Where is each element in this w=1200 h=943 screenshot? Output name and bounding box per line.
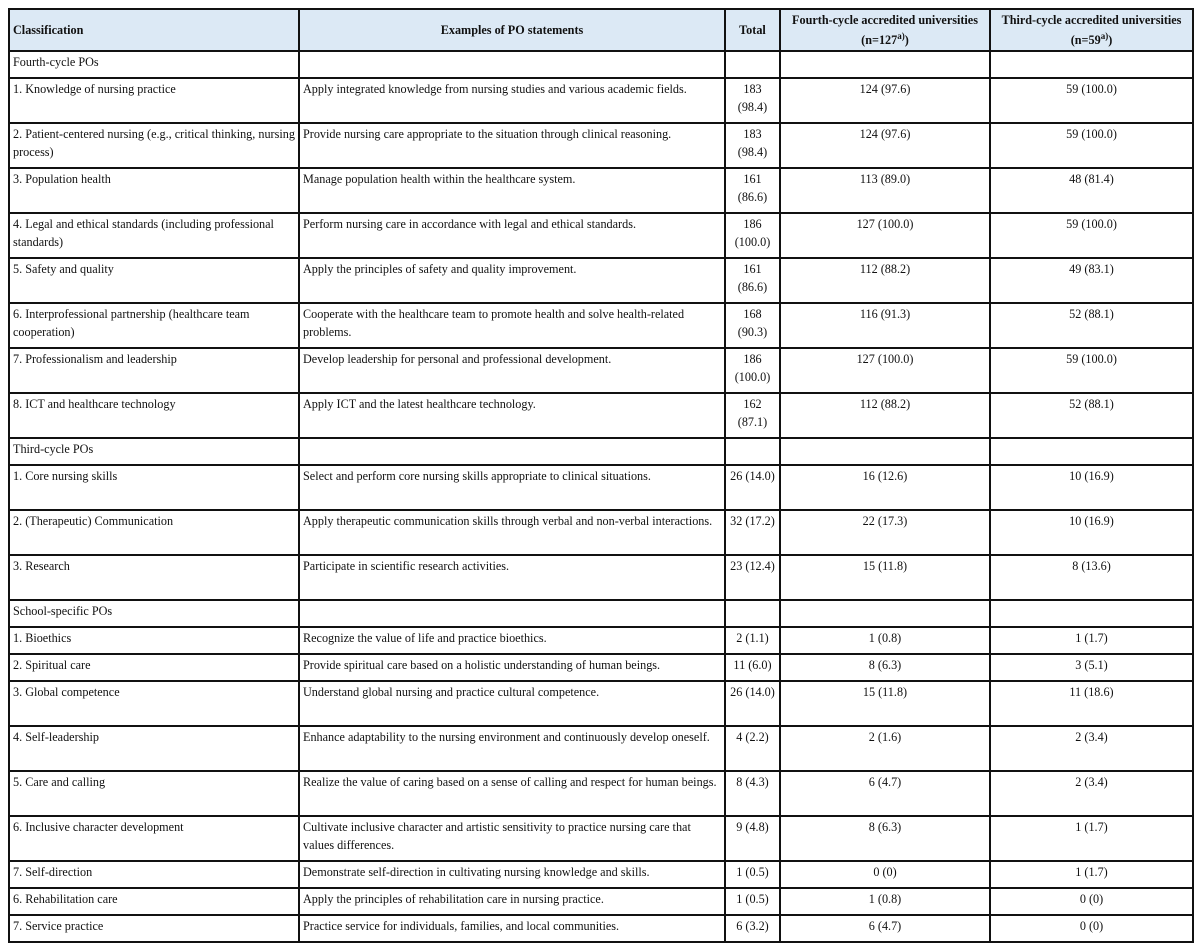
third-cycle-cell: 48 (81.4)	[990, 168, 1193, 213]
classification-cell: 6. Inclusive character development	[9, 816, 299, 861]
classification-cell: 5. Care and calling	[9, 771, 299, 816]
example-cell: Enhance adaptability to the nursing environment and continuously develop oneself.	[299, 726, 725, 771]
fourth-cycle-cell: 124 (97.6)	[780, 78, 990, 123]
empty-cell	[725, 600, 780, 627]
total-cell: 9 (4.8)	[725, 816, 780, 861]
fourth-cycle-cell: 116 (91.3)	[780, 303, 990, 348]
table-row	[9, 78, 1193, 123]
fourth-cycle-cell: 15 (11.8)	[780, 681, 990, 726]
example-cell: Apply the principles of safety and quality improvement.	[299, 258, 725, 303]
third-cycle-cell: 10 (16.9)	[990, 465, 1193, 510]
total-cell: 161 (86.6)	[725, 168, 780, 213]
classification-cell: 7. Professionalism and leadership	[9, 348, 299, 393]
header-third-cycle: Third-cycle accredited universities $(n=59^{a)})$	[990, 9, 1193, 51]
total-cell: 186 (100.0)	[725, 348, 780, 393]
table-row	[9, 123, 1193, 168]
third-cycle-cell: 2 (3.4)	[990, 771, 1193, 816]
table-row	[9, 681, 1193, 726]
fourth-cycle-cell: 112 (88.2)	[780, 258, 990, 303]
example-cell: Apply ICT and the latest healthcare technology.	[299, 393, 725, 438]
fourth-cycle-cell: 113 (89.0)	[780, 168, 990, 213]
table-row	[9, 510, 1193, 555]
third-cycle-cell: 10 (16.9)	[990, 510, 1193, 555]
fourth-cycle-cell: 127 (100.0)	[780, 213, 990, 258]
empty-cell	[780, 600, 990, 627]
po-table	[8, 8, 1194, 943]
third-cycle-cell: 59 (100.0)	[990, 123, 1193, 168]
table-row	[9, 816, 1193, 861]
example-cell: Participate in scientific research activities.	[299, 555, 725, 600]
fourth-cycle-cell: 127 (100.0)	[780, 348, 990, 393]
classification-cell: 6. Interprofessional partnership (healthcare team cooperation)	[9, 303, 299, 348]
empty-cell	[990, 438, 1193, 465]
fourth-cycle-cell: 16 (12.6)	[780, 465, 990, 510]
total-cell: 186 (100.0)	[725, 213, 780, 258]
third-cycle-cell: 59 (100.0)	[990, 348, 1193, 393]
total-cell: 183 (98.4)	[725, 78, 780, 123]
third-cycle-cell: 0 (0)	[990, 888, 1193, 915]
third-cycle-cell: 2 (3.4)	[990, 726, 1193, 771]
classification-cell: 1. Core nursing skills	[9, 465, 299, 510]
empty-cell	[780, 51, 990, 78]
table-row	[9, 726, 1193, 771]
example-cell: Provide nursing care appropriate to the situation through clinical reasoning.	[299, 123, 725, 168]
total-cell: 1 (0.5)	[725, 888, 780, 915]
classification-cell: 7. Service practice	[9, 915, 299, 942]
classification-cell: 5. Safety and quality	[9, 258, 299, 303]
third-cycle-cell: 49 (83.1)	[990, 258, 1193, 303]
total-cell: 6 (3.2)	[725, 915, 780, 942]
example-cell: Select and perform core nursing skills appropriate to clinical situations.	[299, 465, 725, 510]
classification-cell: 6. Rehabilitation care	[9, 888, 299, 915]
classification-cell: 3. Population health	[9, 168, 299, 213]
fourth-cycle-cell: 6 (4.7)	[780, 915, 990, 942]
empty-cell	[990, 600, 1193, 627]
fourth-cycle-cell: 112 (88.2)	[780, 393, 990, 438]
empty-cell	[725, 438, 780, 465]
fourth-cycle-cell: 1 (0.8)	[780, 888, 990, 915]
section-row	[9, 600, 1193, 627]
fourth-cycle-cell: 0 (0)	[780, 861, 990, 888]
classification-cell: 8. ICT and healthcare technology	[9, 393, 299, 438]
classification-cell: 4. Legal and ethical standards (including professional standards)	[9, 213, 299, 258]
example-cell: Manage population health within the healthcare system.	[299, 168, 725, 213]
third-cycle-cell: 59 (100.0)	[990, 78, 1193, 123]
section-row	[9, 438, 1193, 465]
total-cell: 4 (2.2)	[725, 726, 780, 771]
empty-cell	[299, 600, 725, 627]
classification-cell: 4. Self-leadership	[9, 726, 299, 771]
classification-cell: 2. Spiritual care	[9, 654, 299, 681]
example-cell: Practice service for individuals, families, and local communities.	[299, 915, 725, 942]
classification-cell: 3. Global competence	[9, 681, 299, 726]
third-cycle-cell: 1 (1.7)	[990, 861, 1193, 888]
fourth-cycle-cell: 2 (1.6)	[780, 726, 990, 771]
example-cell: Demonstrate self-direction in cultivating nursing knowledge and skills.	[299, 861, 725, 888]
empty-cell	[299, 438, 725, 465]
table-row	[9, 465, 1193, 510]
example-cell: Perform nursing care in accordance with legal and ethical standards.	[299, 213, 725, 258]
third-cycle-cell: 11 (18.6)	[990, 681, 1193, 726]
table-row	[9, 555, 1193, 600]
empty-cell	[725, 51, 780, 78]
header-fourth-cycle: Fourth-cycle accredited universities $(n=127^{a)})$	[780, 9, 990, 51]
table-row	[9, 258, 1193, 303]
third-cycle-cell: 0 (0)	[990, 915, 1193, 942]
total-cell: 183 (98.4)	[725, 123, 780, 168]
example-cell: Apply therapeutic communication skills through verbal and non-verbal interactions.	[299, 510, 725, 555]
example-cell: Apply the principles of rehabilitation care in nursing practice.	[299, 888, 725, 915]
example-cell: Recognize the value of life and practice bioethics.	[299, 627, 725, 654]
example-cell: Apply integrated knowledge from nursing studies and various academic fields.	[299, 78, 725, 123]
total-cell: 32 (17.2)	[725, 510, 780, 555]
example-cell: Provide spiritual care based on a holistic understanding of human beings.	[299, 654, 725, 681]
example-cell: Cultivate inclusive character and artistic sensitivity to practice nursing care that values differences.	[299, 816, 725, 861]
classification-cell: 1. Bioethics	[9, 627, 299, 654]
section-title: Fourth-cycle POs	[9, 51, 299, 78]
total-cell: 23 (12.4)	[725, 555, 780, 600]
example-cell: Cooperate with the healthcare team to promote health and solve health-related problems.	[299, 303, 725, 348]
example-cell: Develop leadership for personal and professional development.	[299, 348, 725, 393]
header-examples: Examples of PO statements	[299, 9, 725, 51]
total-cell: 26 (14.0)	[725, 681, 780, 726]
classification-cell: 2. Patient-centered nursing (e.g., critical thinking, nursing process)	[9, 123, 299, 168]
table-body	[9, 51, 1193, 942]
classification-cell: 7. Self-direction	[9, 861, 299, 888]
empty-cell	[990, 51, 1193, 78]
table-row	[9, 915, 1193, 942]
total-cell: 161 (86.6)	[725, 258, 780, 303]
fourth-cycle-cell: 124 (97.6)	[780, 123, 990, 168]
third-cycle-cell: 8 (13.6)	[990, 555, 1193, 600]
empty-cell	[299, 51, 725, 78]
empty-cell	[780, 438, 990, 465]
classification-cell: 1. Knowledge of nursing practice	[9, 78, 299, 123]
table-row	[9, 627, 1193, 654]
table-row	[9, 654, 1193, 681]
table-row	[9, 213, 1193, 258]
table-row	[9, 393, 1193, 438]
example-cell: Understand global nursing and practice cultural competence.	[299, 681, 725, 726]
fourth-cycle-cell: 22 (17.3)	[780, 510, 990, 555]
example-cell: Realize the value of caring based on a sense of calling and respect for human beings.	[299, 771, 725, 816]
fourth-cycle-cell: 1 (0.8)	[780, 627, 990, 654]
table-row	[9, 888, 1193, 915]
total-cell: 168 (90.3)	[725, 303, 780, 348]
third-cycle-cell: 59 (100.0)	[990, 213, 1193, 258]
third-cycle-cell: 52 (88.1)	[990, 393, 1193, 438]
third-cycle-cell: 52 (88.1)	[990, 303, 1193, 348]
header-row	[9, 9, 1193, 51]
section-title: School-specific POs	[9, 600, 299, 627]
fourth-cycle-cell: 8 (6.3)	[780, 816, 990, 861]
total-cell: 11 (6.0)	[725, 654, 780, 681]
third-cycle-cell: 1 (1.7)	[990, 816, 1193, 861]
classification-cell: 3. Research	[9, 555, 299, 600]
fourth-cycle-cell: 15 (11.8)	[780, 555, 990, 600]
third-cycle-cell: 1 (1.7)	[990, 627, 1193, 654]
total-cell: 2 (1.1)	[725, 627, 780, 654]
total-cell: 1 (0.5)	[725, 861, 780, 888]
table-row	[9, 771, 1193, 816]
fourth-cycle-cell: 8 (6.3)	[780, 654, 990, 681]
section-row	[9, 51, 1193, 78]
table-row	[9, 168, 1193, 213]
header-classification: Classification	[9, 9, 299, 51]
total-cell: 8 (4.3)	[725, 771, 780, 816]
classification-cell: 2. (Therapeutic) Communication	[9, 510, 299, 555]
table-row	[9, 348, 1193, 393]
fourth-cycle-cell: 6 (4.7)	[780, 771, 990, 816]
header-total: Total	[725, 9, 780, 51]
third-cycle-cell: 3 (5.1)	[990, 654, 1193, 681]
table-row	[9, 303, 1193, 348]
total-cell: 26 (14.0)	[725, 465, 780, 510]
section-title: Third-cycle POs	[9, 438, 299, 465]
table-row	[9, 861, 1193, 888]
total-cell: 162 (87.1)	[725, 393, 780, 438]
